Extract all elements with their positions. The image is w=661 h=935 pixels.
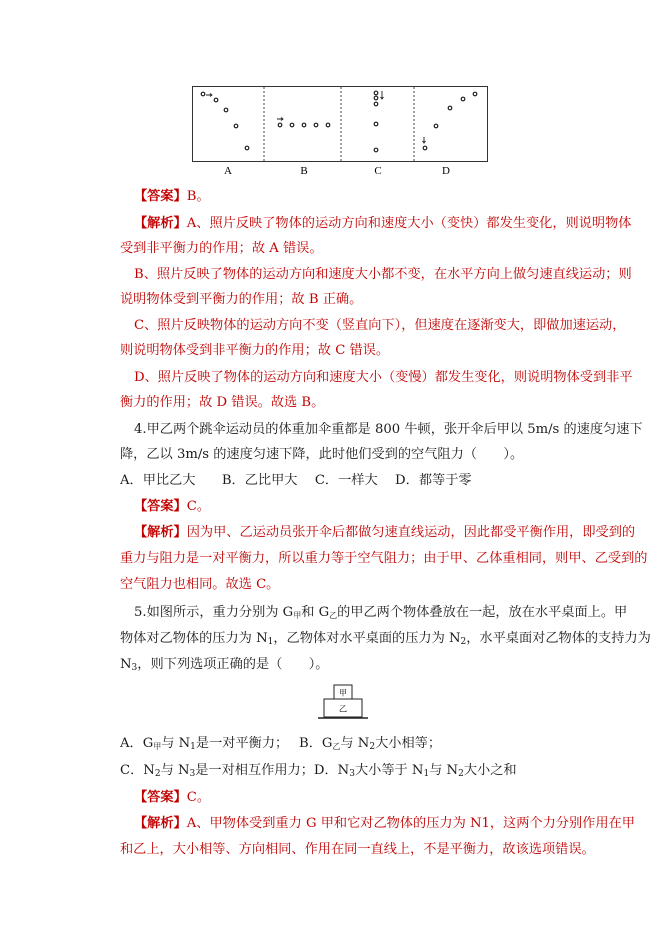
q5-analysis-line: 和乙上，大小相等、方向相同、作用在同一直线上，不是平衡力，故该选项错误。 xyxy=(120,842,595,857)
q5-stem-line: 物体对乙物体的压力为 $N_1$，乙物体对水平桌面的压力为 $N_2$，水平桌面对乙物体的支持力为 xyxy=(120,631,651,647)
q3-analysis-line: B、照片反映了物体的运动方向和速度大小都不变，在水平方向上做匀速直线运动；则 xyxy=(134,267,632,282)
arrow-icon xyxy=(277,118,283,121)
q4-analysis-line: 空气阻力也相同。故选 C。 xyxy=(120,577,280,592)
panel-label-b: B xyxy=(300,165,308,177)
block-yi-label: 乙 xyxy=(339,704,347,714)
panel-a-dots xyxy=(201,92,249,150)
arrow-icon xyxy=(423,137,426,143)
q4-stem-line: 降，乙以 3m/s 的速度匀速下降，此时他们受到的空气阻力（ ）。 xyxy=(120,447,524,462)
q3-analysis-line: 说明物体受到平衡力的作用；故 B 正确。 xyxy=(120,292,363,307)
q5-stem-line: $N_3$，则下列选项正确的是（ ）。 xyxy=(120,657,329,673)
panel-label-a: A xyxy=(224,165,232,177)
q5-answer: 【答案】C。 xyxy=(134,790,211,805)
q4-analysis-line: 【解析】因为甲、乙运动员张开伞后都做匀速直线运动，因此都受平衡作用，即受到的 xyxy=(134,525,636,540)
q3-analysis-line: 【解析】A、照片反映了物体的运动方向和速度大小（变快）都发生变化，则说明物体 xyxy=(134,216,632,231)
arrow-icon xyxy=(381,91,384,99)
q3-analysis-line: C、照片反映物体的运动方向不变（竖直向下），但速度在逐渐变大，即做加速运动， xyxy=(134,318,626,333)
panel-b-dots xyxy=(278,123,330,127)
q3-answer: 【答案】B。 xyxy=(134,189,210,204)
stacked-blocks-figure xyxy=(318,683,368,723)
panel-label-d: D xyxy=(442,165,450,177)
panel-d-dots xyxy=(423,92,477,150)
panel-c-dots xyxy=(374,91,378,152)
arrow-icon xyxy=(206,94,212,97)
block-jia-label: 甲 xyxy=(339,688,347,698)
q3-analysis-line: 受到非平衡力的作用；故 A 错误。 xyxy=(120,241,323,256)
q3-analysis-line: 则说明物体受到非平衡力的作用；故 C 错误。 xyxy=(120,343,390,358)
q5-stem-line: 5.如图所示，重力分别为 $G_甲$和 $G_乙$的甲乙两个物体叠放在一起，放在水平桌面上。甲 xyxy=(134,605,628,620)
q4-stem-line: 4.甲乙两个跳伞运动员的体重加伞重都是 800 牛顿，张开伞后甲以 5m/s 的速度匀速下 xyxy=(134,422,643,437)
q3-analysis-line: 衡力的作用；故 D 错误。故选 B。 xyxy=(120,395,325,410)
q5-options-line: C．$N_2$与 $N_3$是一对相互作用力；D．$N_3$大小等于 $N_1$与 $N_2$大小之和 xyxy=(120,763,517,779)
q5-options-line: A．$G_甲$与 $N_1$是一对平衡力； B．$G_乙$与 $N_2$大小相等； xyxy=(120,736,442,752)
q5-analysis-line: 【解析】A、甲物体受到重力 G 甲和它对乙物体的压力为 N1，这两个力分别作用在甲 xyxy=(134,816,635,831)
motion-photos-figure xyxy=(192,86,488,178)
q4-options: A．甲比乙大 B．乙比甲大 C．一样大 D．都等于零 xyxy=(120,473,472,488)
q3-analysis-line: D、照片反映了物体的运动方向和速度大小（变慢）都发生变化，则说明物体受到非平 xyxy=(134,370,633,385)
q4-answer: 【答案】C。 xyxy=(134,499,211,514)
panel-label-c: C xyxy=(374,165,382,177)
q4-analysis-line: 重力与阻力是一对平衡力，所以重力等于空气阻力；由于甲、乙体重相同，则甲、乙受到的 xyxy=(120,551,648,566)
